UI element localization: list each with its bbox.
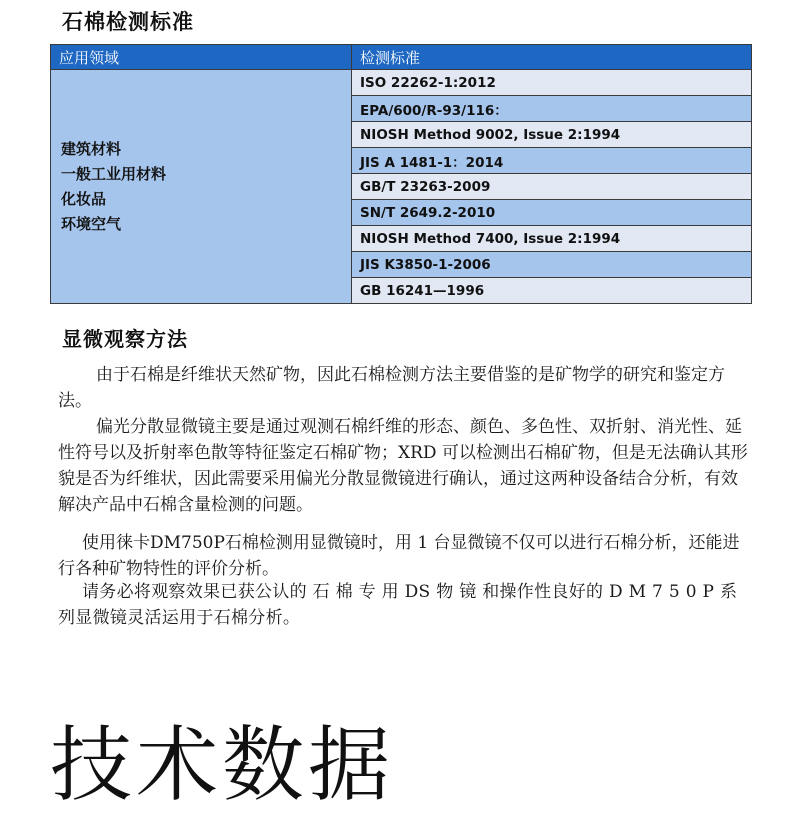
paragraph: 请务必将观察效果已获公认的 石 棉 专 用 DS 物 镜 和操作性良好的 D M 7 5 0 P 系列显微镜灵活运用于石棉分析。 [58, 582, 738, 628]
application-fields-cell [51, 70, 352, 304]
standard-cell: GB 16241—1996 [352, 278, 752, 304]
standard-cell: SN/T 2649.2-2010 [352, 200, 752, 226]
standard-cell: GB/T 23263-2009 [352, 174, 752, 200]
paragraph: 偏光分散显微镜主要是通过观测石棉纤维的形态、颜色、多色性、双折射、消光性、延性符号以及折射率色散等特征鉴定石棉矿物；XRD 可以检测出石棉矿物，但是无法确认其形貌是否为纤维状，因此需要采用偏光分散显微镜进行确认，通过这两种设备结合分析，有效解决产品中石棉含量检测的问题。 [58, 417, 748, 515]
standard-cell: NIOSH Method 9002, Issue 2:1994 [352, 122, 752, 148]
standards-table [50, 44, 752, 304]
standard-cell: ISO 22262-1:2012 [352, 70, 752, 96]
paragraph: 使用徕卡DM750P石棉检测用显微镜时，用 1 台显微镜不仅可以进行石棉分析，还能进行各种矿物特性的评价分析。 [58, 533, 740, 579]
header-application-field: 应用领域 [51, 45, 352, 70]
section-title-technical-data: 技术数据 [50, 718, 395, 813]
header-test-standard: 检测标准 [352, 45, 752, 70]
section-title-asbestos-standards: 石棉检测标准 [62, 10, 194, 34]
standard-cell: JIS A 1481-1：2014 [352, 148, 752, 174]
table-row [51, 70, 752, 96]
standard-cell: JIS K3850-1-2006 [352, 252, 752, 278]
table-header-row [51, 45, 752, 70]
domain-item: 建筑材料 [61, 139, 122, 158]
standard-cell: NIOSH Method 7400, Issue 2:1994 [352, 226, 752, 252]
section-title-microscopy-method: 显微观察方法 [62, 327, 188, 351]
domain-item: 一般工业用材料 [61, 164, 167, 183]
standard-cell: EPA/600/R-93/116： [352, 96, 752, 122]
domain-item: 环境空气 [61, 214, 122, 233]
paragraph: 由于石棉是纤维状天然矿物，因此石棉检测方法主要借鉴的是矿物学的研究和鉴定方法。 [58, 365, 725, 411]
domain-item: 化妆品 [61, 189, 107, 208]
